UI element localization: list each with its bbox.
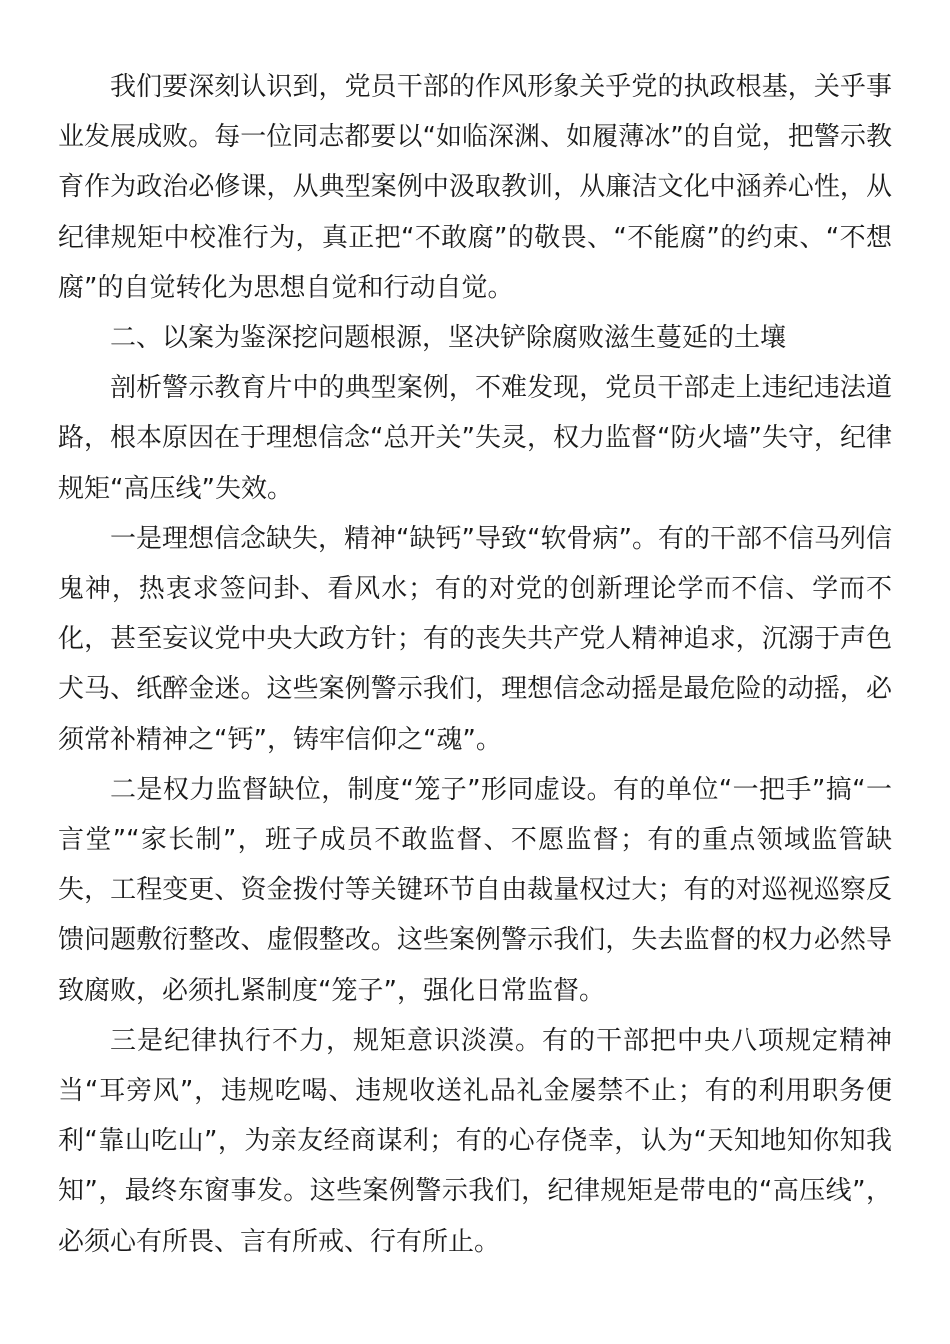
paragraph-case-analysis: 剖析警示教育片中的典型案例，不难发现，党员干部走上违纪违法道路，根本原因在于理想信念“总开关”失灵，权力监督“防火墙”失守，纪律规矩“高压线”失效。 xyxy=(58,373,892,504)
paragraph-point-3: 三是纪律执行不力，规矩意识淡漠。有的干部把中央八项规定精神当“耳旁风”，违规吃喝、违规收送礼品礼金屡禁不止；有的利用职务便利“靠山吃山”，为亲友经商谋利；有的心存侥幸，认为“天知地知你知我知”，最终东窗事发。这些案例警示我们，纪律规矩是带电的“高压线”，必须心有所畏、言有所戒、行有所止。 xyxy=(58,1025,892,1257)
paragraph-conclusion-intro: 我们要深刻认识到，党员干部的作风形象关乎党的执政根基，关乎事业发展成败。每一位同志都要以“如临深渊、如履薄冰”的自觉，把警示教育作为政治必修课，从典型案例中汲取教训，从廉洁文化中涵养心性，从纪律规矩中校准行为，真正把“不敢腐”的敬畏、“不能腐”的约束、“不想腐”的自觉转化为思想自觉和行动自觉。 xyxy=(58,72,892,303)
paragraph-point-1: 一是理想信念缺失，精神“缺钙”导致“软骨病”。有的干部不信马列信鬼神，热衷求签问卦、看风水；有的对党的创新理论学而不信、学而不化，甚至妄议党中央大政方针；有的丧失共产党人精神追求，沉溺于声色犬马、纸醉金迷。这些案例警示我们，理想信念动摇是最危险的动摇，必须常补精神之“钙”，铸牢信仰之“魂”。 xyxy=(58,523,892,755)
document-page xyxy=(58,62,892,1267)
section-heading-2: 二、以案为鉴深挖问题根源，坚决铲除腐败滋生蔓延的土壤 xyxy=(110,323,787,354)
paragraph-point-2: 二是权力监督缺位，制度“笼子”形同虚设。有的单位“一把手”搞“一言堂”“家长制”，班子成员不敢监督、不愿监督；有的重点领域监管缺失，工程变更、资金拨付等关键环节自由裁量权过大；有的对巡视巡察反馈问题敷衍整改、虚假整改。这些案例警示我们，失去监督的权力必然导致腐败，必须扎紧制度“笼子”，强化日常监督。 xyxy=(58,774,892,1006)
